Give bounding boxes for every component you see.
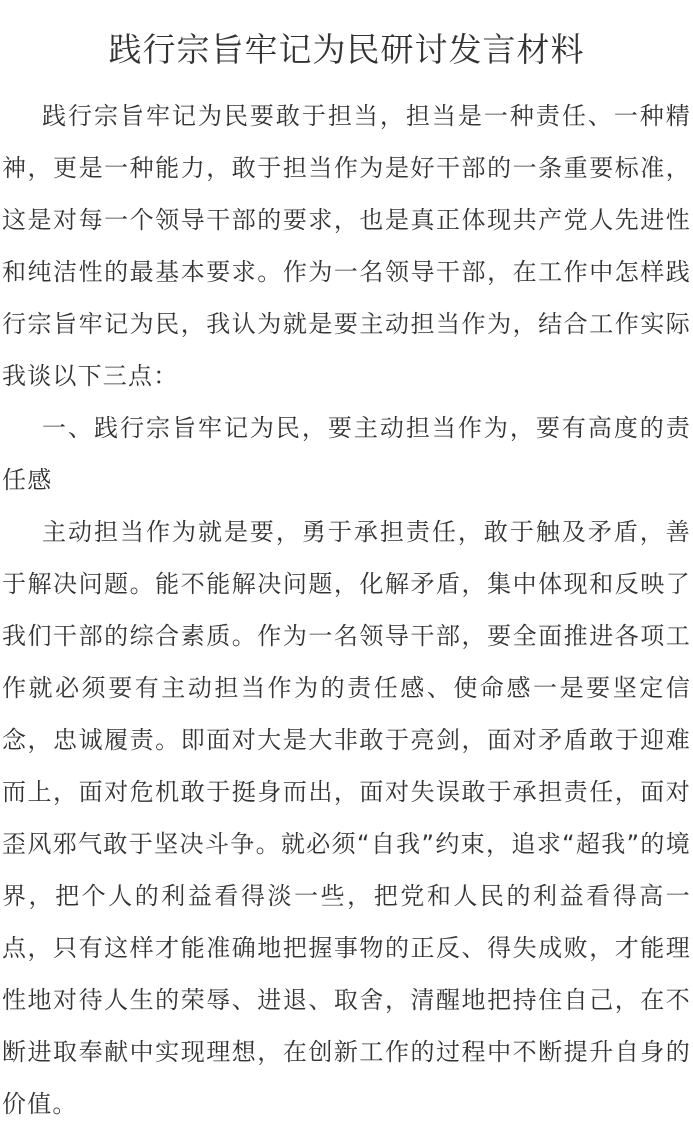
document-body (2, 90, 691, 1130)
paragraph-intro: 践行宗旨牢记为民要敢于担当，担当是一种责任、一种精神，更是一种能力，敢于担当作为是好干部的一条重要标准，这是对每一个领导干部的要求，也是真正体现共产党人先进性和纯洁性的最基本要求。作为一名领导干部，在工作中怎样践行宗旨牢记为民，我认为就是要主动担当作为，结合工作实际我谈以下三点： (2, 102, 691, 390)
document-title: 践行宗旨牢记为民研讨发言材料 (108, 30, 585, 69)
paragraph-section-1: 主动担当作为就是要，勇于承担责任，敢于触及矛盾，善于解决问题。能不能解决问题，化解矛盾，集中体现和反映了我们干部的综合素质。作为一名领导干部，要全面推进各项工作就必须要有主动担当作为的责任感、使命感一是要坚定信念，忠诚履责。即面对大是大非敢于亮剑，面对矛盾敢于迎难而上，面对危机敢于挺身而出，面对失误敢于承担责任，面对歪风邪气敢于坚决斗争。就必须“自我”约束，追求“超我”的境界，把个人的利益看得淡一些，把党和人民的利益看得高一点，只有这样才能准确地把握事物的正反、得失成败，才能理性地对待人生的荣辱、进退、取舍，清醒地把持住自己，在不断进取奉献中实现理想，在创新工作的过程中不断提升自身的价值。 (2, 518, 691, 1118)
section-heading-1: 一、践行宗旨牢记为民，要主动担当作为，要有高度的责任感 (2, 414, 691, 494)
